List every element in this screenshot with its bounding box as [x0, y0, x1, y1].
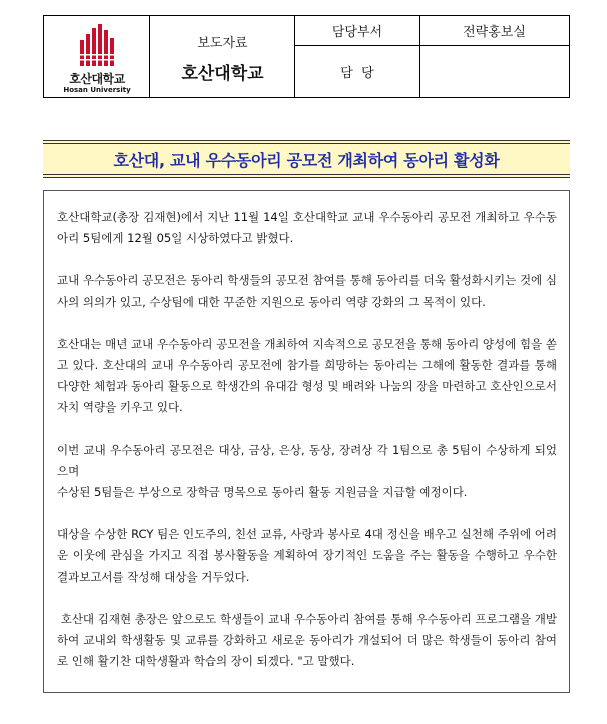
paragraph-3: 호산대는 매년 교내 우수동아리 공모전을 개최하여 지속적으로 공모전을 통해 동아리 양성에 힘을 쏟고 있다. 호산대의 교내 우수동아리 공모전에 참가를 희망하는 동아리는 그해에 활동한 결과를 통해 다양한 체험과 동아리 활동으로 학생간의 유대감 형성 및 배려와 나눔의 장을 마련하고 호산인으로서 자치 역량을 키우고 있다. — [57, 336, 557, 415]
dept-value: 전략홍보실 — [420, 16, 569, 46]
headline-text: 호산대, 교내 우수동아리 공모전 개최하여 동아리 활성화 — [113, 150, 500, 170]
press-header-table — [43, 15, 570, 98]
logo-cell — [44, 16, 150, 97]
manager-label-text: 담 당 — [340, 66, 374, 81]
dept-label: 담당부서 — [295, 16, 420, 46]
article-body — [57, 207, 557, 693]
article-body-box — [43, 190, 570, 693]
university-emblem-icon — [80, 24, 114, 66]
university-logo — [44, 16, 150, 97]
paragraph-6: 대상을 수상한 RCY 팀은 인도주의, 친선 교류, 사랑과 봉사로 4대 정신을 배우고 실천해 주위에 어려운 이웃에 관심을 가지고 직접 봉사활동을 계획하여 장기적인 도움을 주는 활동을 수행하고 우수한 결과보고서를 작성해 대상을 거두었다. — [57, 527, 557, 584]
paragraph-5: 수상된 5팀들은 부상으로 장학금 명목으로 동아리 활동 지원금을 지급할 예정이다. — [57, 485, 468, 500]
manager-label — [295, 46, 420, 97]
paragraph-2: 교내 우수동아리 공모전은 동아리 학생들의 공모전 참여를 통해 동아리를 더욱 활성화시키는 것에 심사의 의의가 있고, 수상팀에 대한 꾸준한 지원으로 동아리 역량 강화의 그 목적이 있다. — [57, 273, 557, 309]
logo-name-ko: 호산대학교 — [69, 72, 125, 86]
paragraph-7: 호산대 김재현 총장은 앞으로도 학생들이 교내 우수동아리 참여를 통해 우수동아리 프로그램을 개발하여 교내외 학생활동 및 교류를 강화하고 새로운 동아리가 개설되어 더 많은 학생들이 동아리 참여로 인해 활기찬 대학생활과 학습의 장이 되겠다. "고 말했다. — [57, 611, 557, 669]
paragraph-4: 이번 교내 우수동아리 공모전은 대상, 금상, 은상, 동상, 장려상 각 1팀으로 총 5팀이 수상하게 되었으며 — [57, 442, 557, 478]
university-name: 호산대학교 — [181, 64, 264, 84]
press-release-label: 보도자료 — [197, 36, 248, 51]
paragraph-1: 호산대학교(총장 김재현)에서 지난 11월 14일 호산대학교 교내 우수동아리 공모전 개최하고 우수동아리 5팀에게 12월 05일 시상하였다고 밝혔다. — [57, 210, 557, 246]
logo-name-en: Hosan University — [63, 86, 131, 94]
headline-bar — [43, 140, 570, 178]
manager-value — [420, 46, 569, 97]
press-release-cell — [150, 16, 295, 97]
